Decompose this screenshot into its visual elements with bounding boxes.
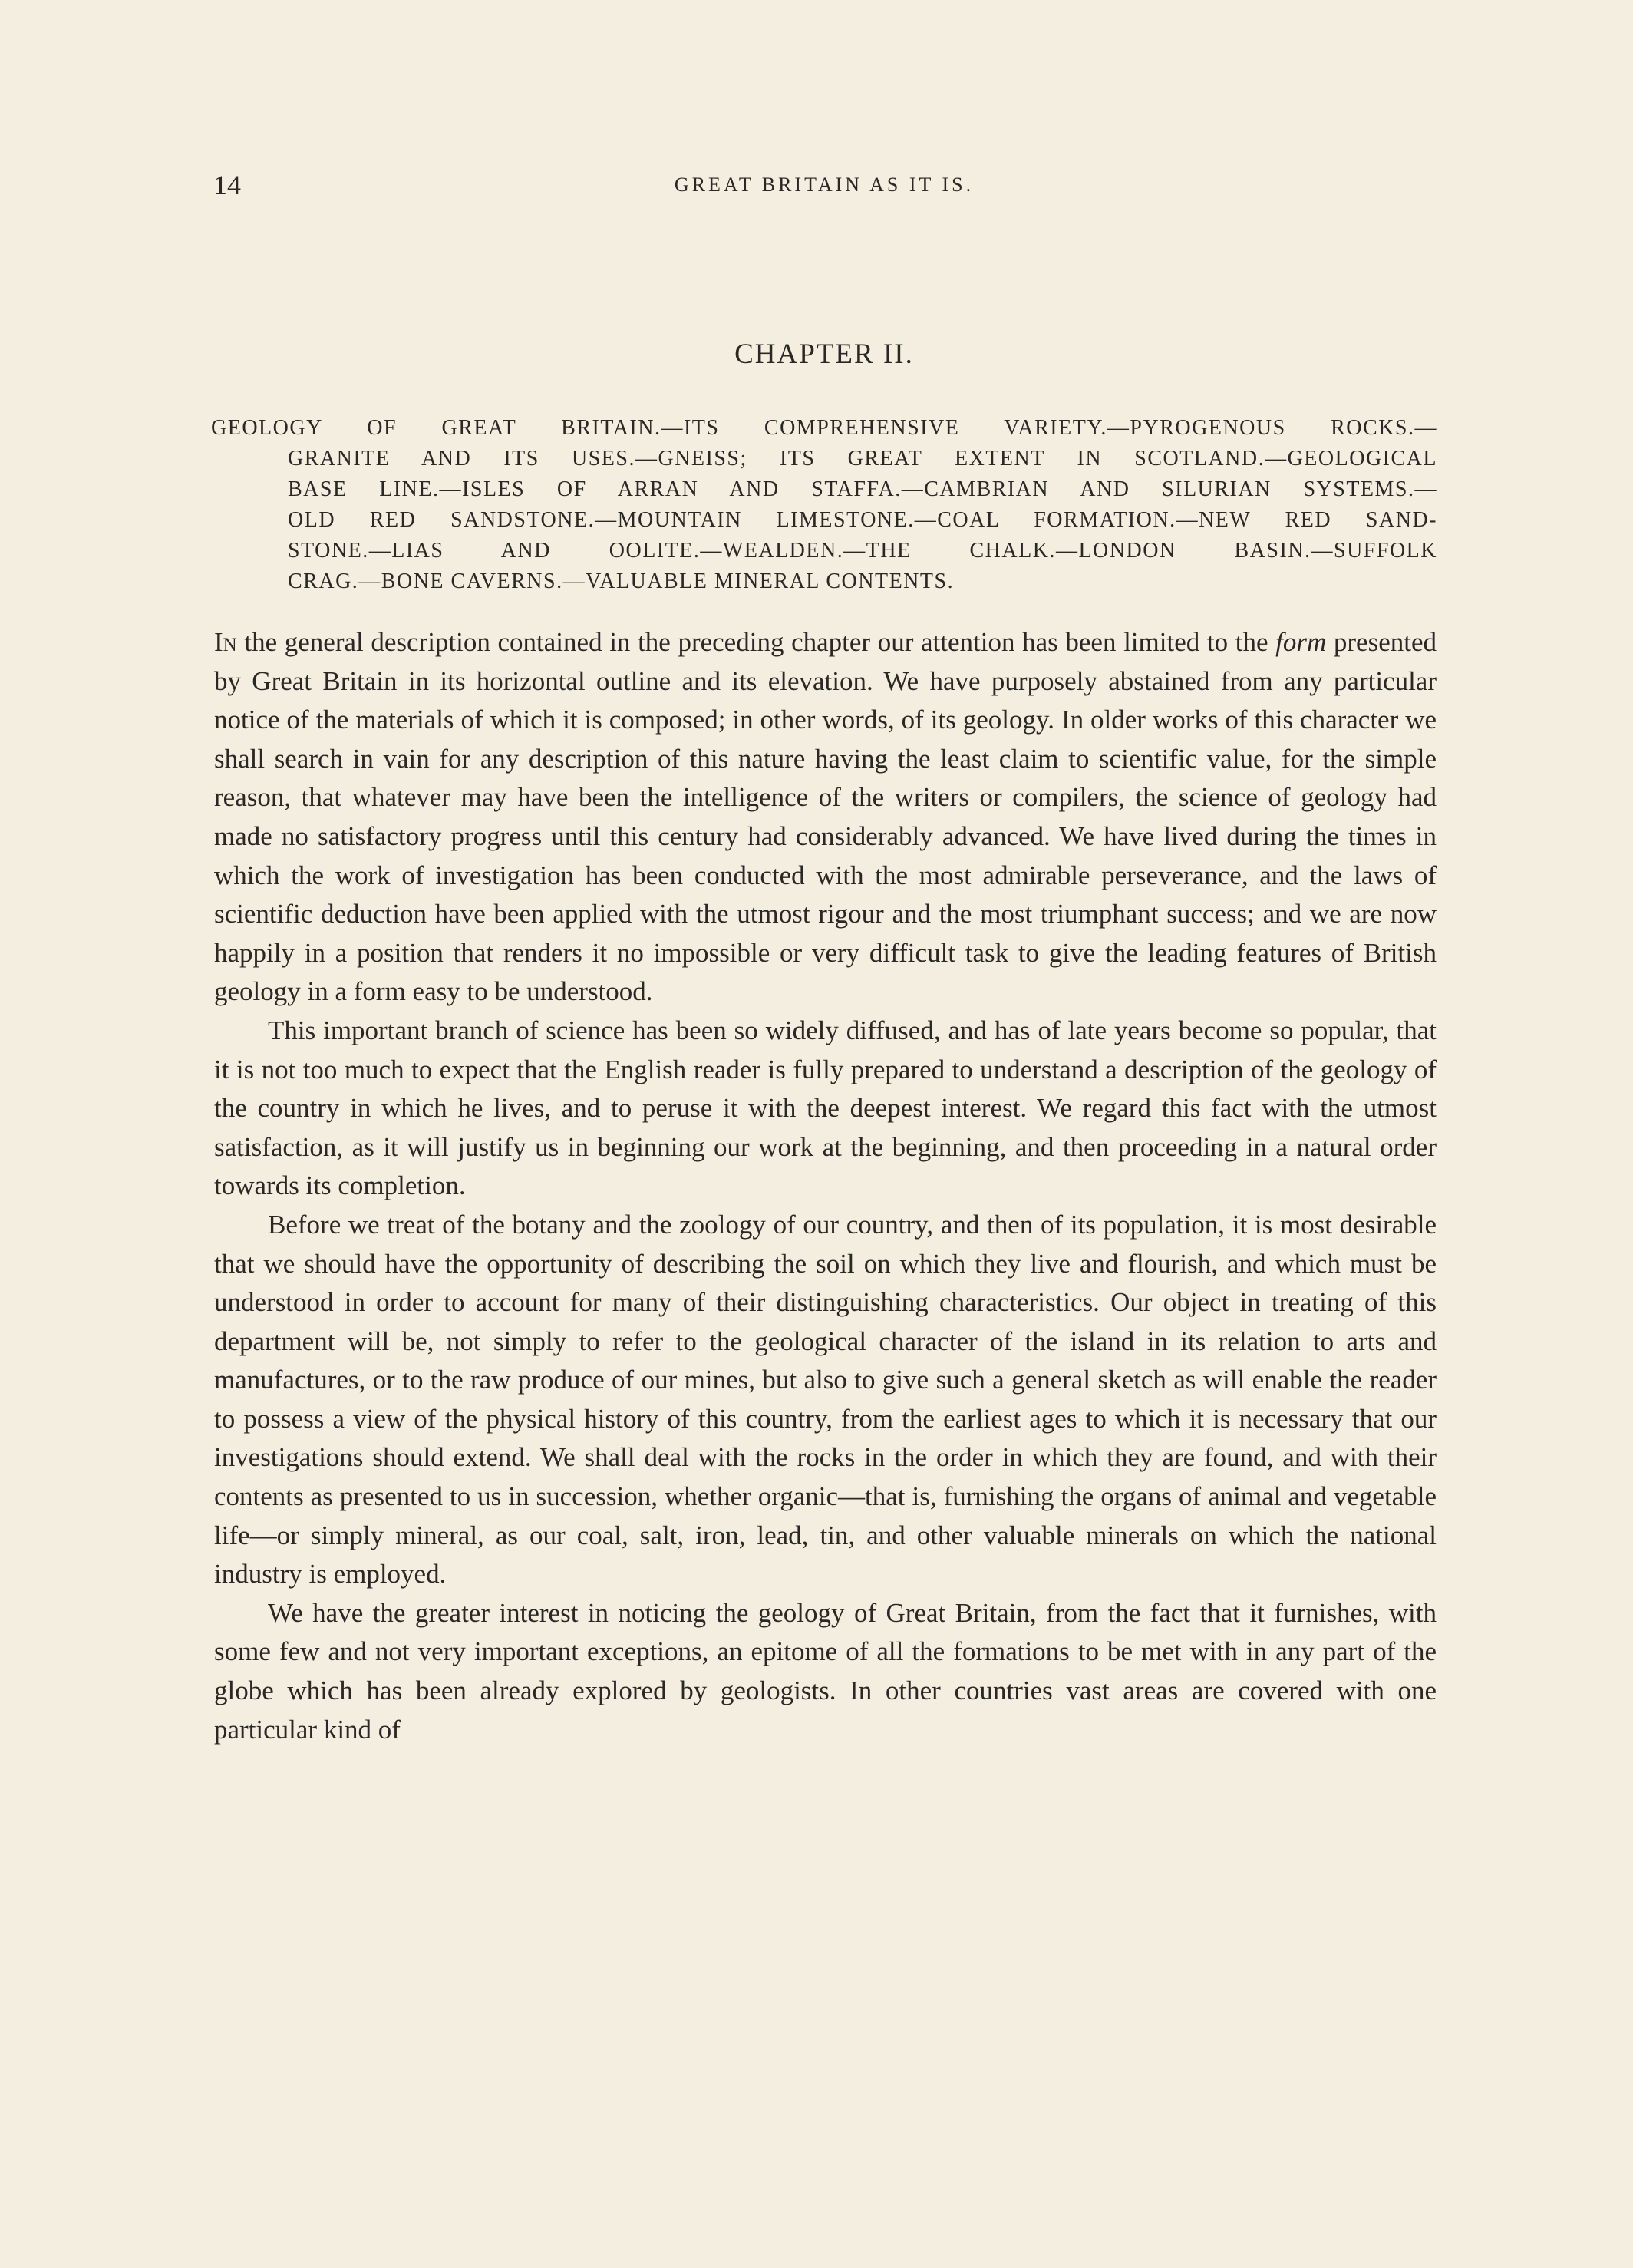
emphasis-text: form [1275,627,1327,657]
chapter-synopsis [211,413,1437,597]
synopsis-line: GEOLOGY OF GREAT BRITAIN.—ITS COMPREHENSIVE VARIETY.—PYROGENOUS ROCKS.— [211,416,1437,440]
paragraph [214,623,1437,1012]
paragraph-text: the general description contained in the preceding chapter our attention has been limited to the [236,627,1276,657]
synopsis-line: STONE.—LIAS AND OOLITE.—WEALDEN.—THE CHALK.—LONDON BASIN.—SUFFOLK [288,539,1437,563]
synopsis-line: GRANITE AND ITS USES.—GNEISS; ITS GREAT EXTENT IN SCOTLAND.—GEOLOGICAL [288,447,1437,470]
paragraph: This important branch of science has been so widely diffused, and has of late years become so popular, that it is not too much to expect that the English reader is fully prepared to understand a description of the geology of the country in which he lives, and to peruse it with the deepest interest. We regard this fact with the utmost satisfaction, as it will justify us in beginning our work at the beginning, and then proceeding in a natural order towards its completion. [214,1015,1437,1201]
running-head [213,169,1435,207]
paragraph: We have the greater interest in noticing the geology of Great Britain, from the fact that it furnishes, with some few and not very important exceptions, an epitome of all the formations to be met with in any part of the globe which has been already explored by geologists. In other countries vast areas are covered with one particular kind of [214,1597,1437,1745]
synopsis-line: CRAG.—BONE CAVERNS.—VALUABLE MINERAL CONTENTS. [288,569,955,593]
chapter-title: CHAPTER II. [734,338,914,370]
running-title: GREAT BRITAIN AS IT IS. [674,173,975,196]
paragraph: Before we treat of the botany and the zoology of our country, and then of its population, it is most desirable that we should have the opportunity of describing the soil on which they live and flourish, and which must be understood in order to account for many of their distinguishing characteristics. Our object in treating of this department will be, not simply to refer to the geological character of the island in its relation to arts and manufactures, or to the raw produce of our mines, but also to give such a general sketch as will enable the reader to possess a view of the physical history of this country, from the earliest ages to which it is necessary that our investigations should extend. We shall deal with the rocks in the order in which they are found, and with their contents as presented to us in succession, whether organic—that is, furnishing the organs of animal and vegetable life—or simply mineral, as our coal, salt, iron, lead, tin, and other valuable minerals on which the national industry is employed. [214,1209,1437,1590]
opening-word: In [214,627,237,657]
page-number: 14 [213,170,241,200]
synopsis-line: BASE LINE.—ISLES OF ARRAN AND STAFFA.—CAMBRIAN AND SILURIAN SYSTEMS.— [288,477,1437,501]
synopsis-line: OLD RED SANDSTONE.—MOUNTAIN LIMESTONE.—COAL FORMATION.—NEW RED SAND- [288,508,1437,532]
paragraph-text: presented by Great Britain in its horizontal outline and its elevation. We have purposely abstained from any particular notice of the materials of which it is composed; in other words, of its geology. In older works of this character we shall search in vain for any description of this nature having the least claim to scientific value, for the simple reason, that whatever may have been the intelligence of the writers or compilers, the science of geology had made no satisfactory progress until this century had considerably advanced. We have lived during the times in which the work of investigation has been conducted with the most admirable perseverance, and the laws of scientific deduction have been applied with the utmost rigour and the most triumphant success; and we are now happily in a position that renders it no impossible or very difficult task to give the leading features of British geology in a form easy to be understood. [214,627,1437,1007]
body-text [214,623,1437,1749]
